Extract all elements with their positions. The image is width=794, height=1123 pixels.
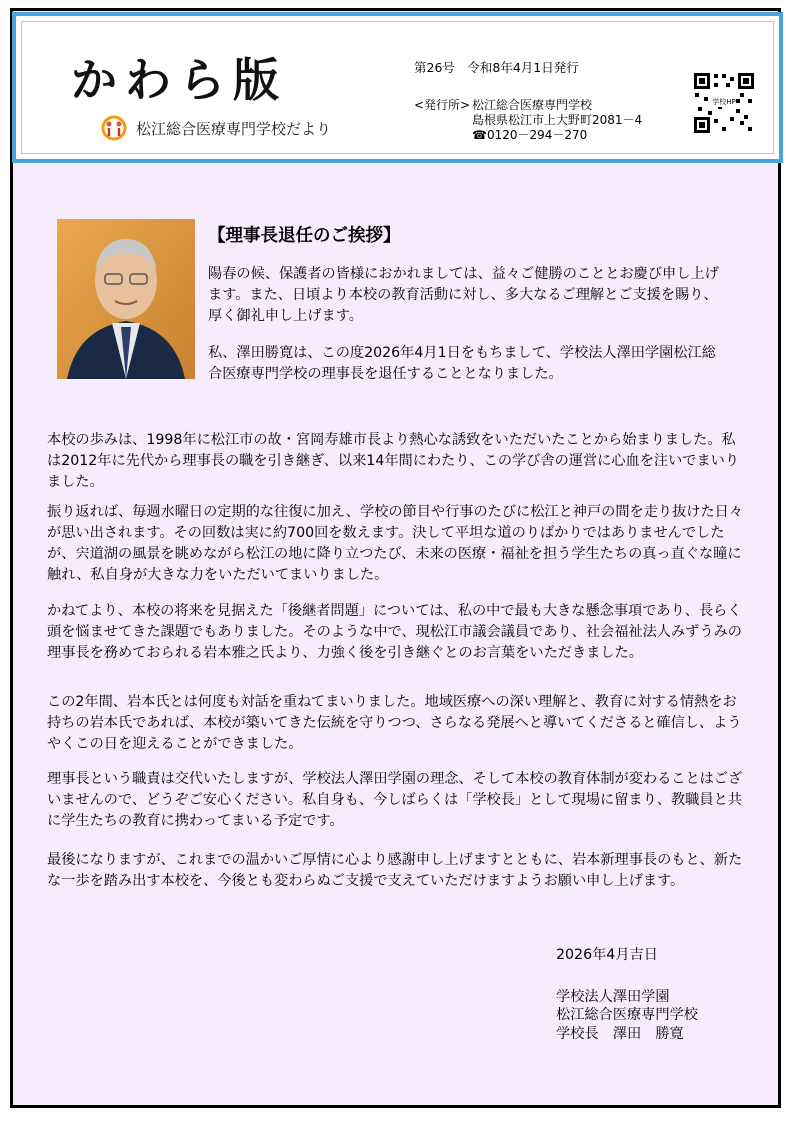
body-paragraph-5: 理事長という職責は交代いたしますが、学校法人澤田学園の理念、そして本校の教育体制が変わることはございませんので、どうぞご安心ください。私自身も、今しばらくは「学校長」として現場に留まり、教職員と共に学生たちの教育に携わってまいる予定です。	[47, 771, 743, 829]
publisher-block	[414, 98, 643, 143]
publisher-label: <発行所>	[414, 98, 471, 112]
qr-label: 学校HP	[712, 98, 736, 106]
qr-code-icon[interactable]	[692, 71, 756, 135]
publisher-address: 島根県松江市上大野町2081－4	[472, 113, 643, 127]
article-heading: 【理事長退任のご挨拶】	[208, 226, 401, 246]
subtitle-row	[100, 114, 331, 142]
school-logo-icon	[100, 114, 128, 142]
publisher-phone: ☎0120－294－270	[472, 128, 588, 142]
intro-paragraph-1: 陽春の候、保護者の皆様におかれましては、益々ご健勝のこととお慶び申し上げます。また、日頃より本校の教育活動に対し、多大なるご理解とご支援を賜り、厚く御礼申し上げます。	[208, 266, 719, 324]
body-paragraph-1: 本校の歩みは、1998年に松江市の故・宮岡寿雄市長より熱心な誘致をいただいたことから始まりました。私は2012年に先代から理事長の職を引き継ぎ、以来14年間にわたり、この学び舎の運営に心血を注いでまいりました。	[47, 432, 740, 490]
letter-date: 2026年4月吉日	[556, 947, 658, 963]
portrait-photo	[57, 219, 195, 379]
body-paragraph-2: 振り返れば、毎週水曜日の定期的な往復に加え、学校の節目や行事のたびに松江と神戸の間を走り抜けた日々が思い出されます。その回数は実に約700回を数えます。決して平坦な道のりばかりではありませんでしたが、宍道湖の風景を眺めながら松江の地に降り立つたび、未来の医療・福祉を担う学生たちの真っ直ぐな瞳に触れ、私自身が大きな力をいただいてまいりました。	[47, 504, 744, 583]
issue-line: 第26号 令和8年4月1日発行	[414, 60, 579, 75]
signature-name: 学校長 澤田 勝寛	[556, 1026, 684, 1042]
newsletter-header	[12, 12, 783, 163]
intro-paragraph-2: 私、澤田勝寛は、この度2026年4月1日をもちまして、学校法人澤田学園松江総合医療専門学校の理事長を退任することとなりました。	[208, 345, 716, 382]
publisher-name: 松江総合医療専門学校	[472, 98, 593, 112]
body-paragraph-6: 最後になりますが、これまでの温かいご厚情に心より感謝申し上げますとともに、岩本新理事長のもと、新たな一歩を踏み出す本校を、今後とも変わらぬご支援で支えていただけますようお願い申し上げます。	[47, 852, 743, 889]
signature-org: 学校法人澤田学園	[556, 989, 670, 1005]
signature-school: 松江総合医療専門学校	[556, 1007, 698, 1023]
newsletter-title: かわら版	[71, 53, 287, 107]
newsletter-subtitle: 松江総合医療専門学校だより	[136, 119, 332, 138]
body-paragraph-4: この2年間、岩本氏とは何度も対話を重ねてまいりました。地域医療への深い理解と、教育に対する情熱をお持ちの岩本氏であれば、本校が築いてきた伝統を守りつつ、さらなる発展へと導いてくださると確信し、ようやくこの日を迎えることができました。	[47, 694, 742, 752]
body-paragraph-3: かねてより、本校の将来を見据えた「後継者問題」については、私の中で最も大きな懸念事項であり、長らく頭を悩ませてきた課題でもありました。そのような中で、現松江市議会議員であり、社会福祉法人みずうみの理事長を務めておられる岩本雅之氏より、力強く後を引き継ぐとのお言葉をいただきました。	[47, 603, 742, 661]
